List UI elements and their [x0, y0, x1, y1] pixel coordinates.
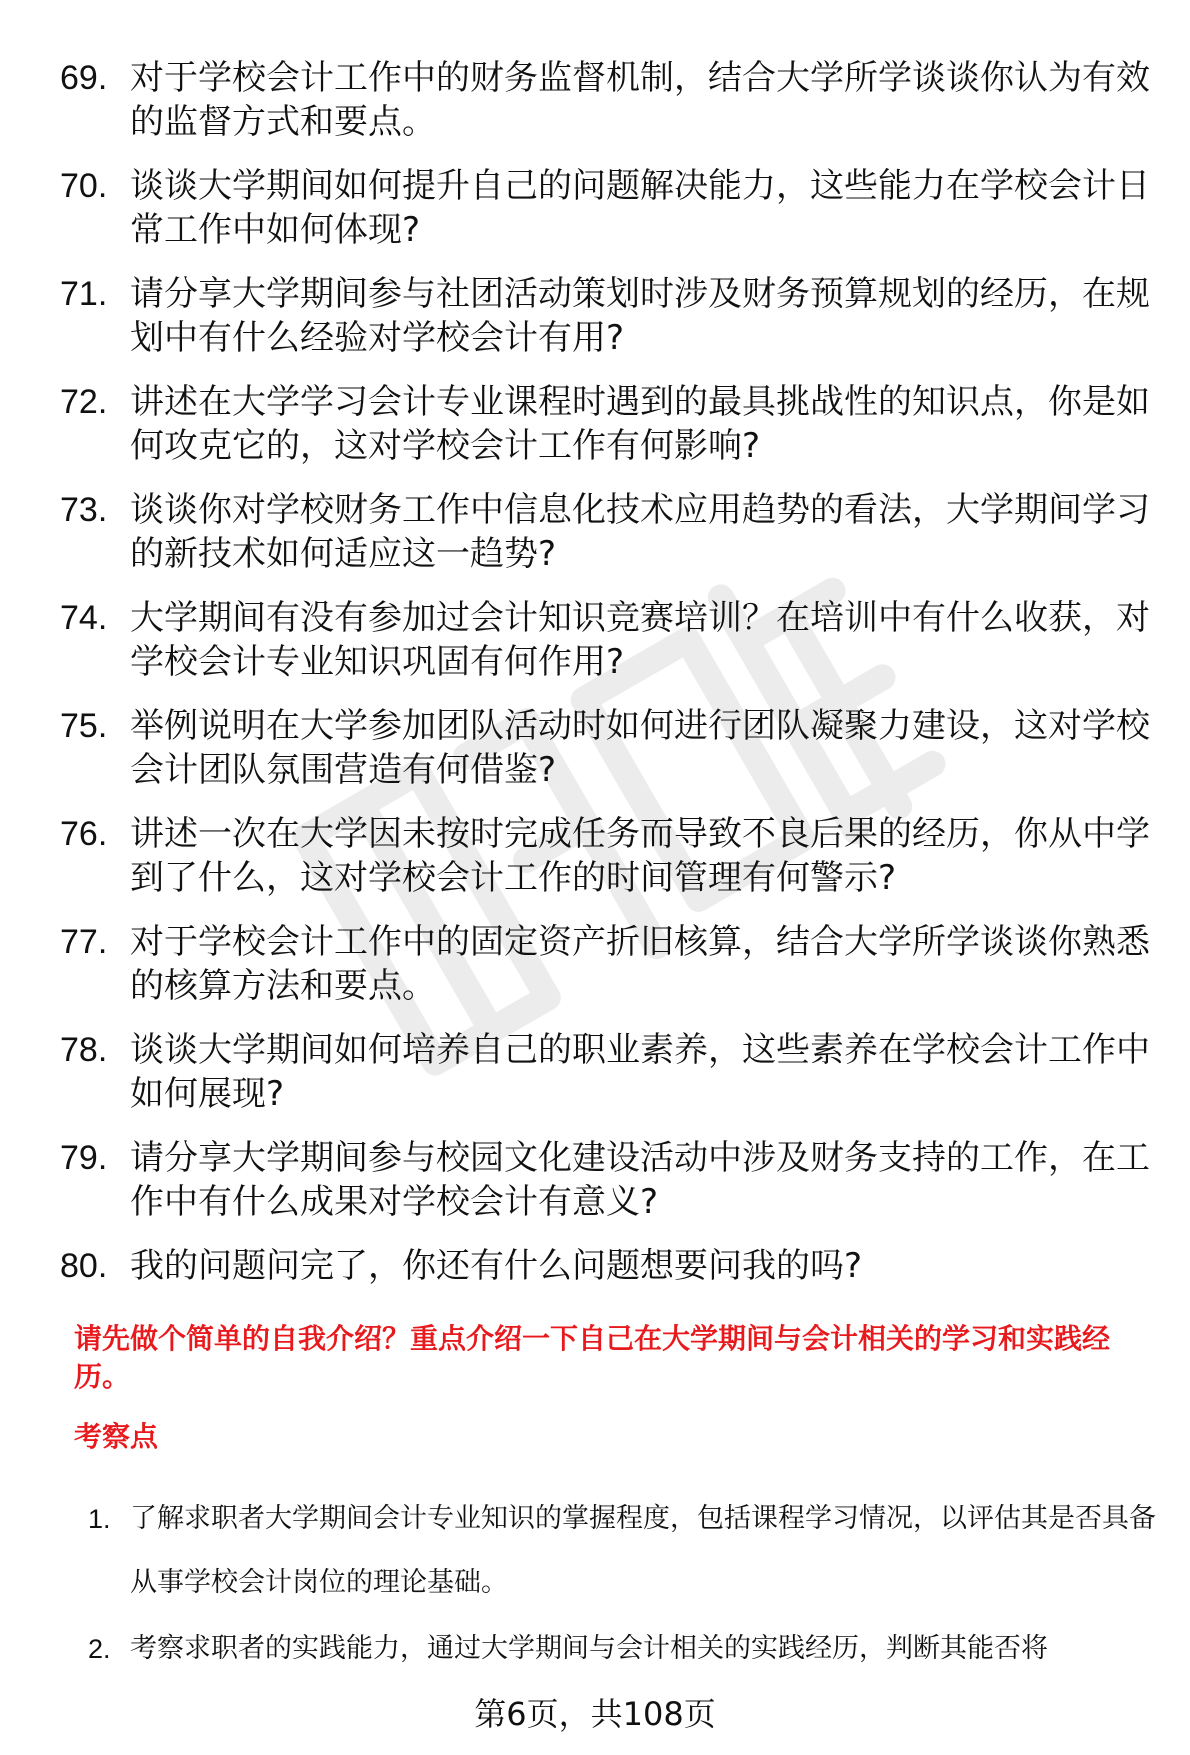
question-number: 80.	[60, 1247, 108, 1285]
question-item	[60, 56, 1150, 144]
assessment-point-text: 考察求职者的实践能力，通过大学期间与会计相关的实践经历，判断其能否将	[130, 1633, 1048, 1664]
question-text: 我的问题问完了，你还有什么问题想要问我的吗?	[130, 1246, 863, 1286]
question-number: 74.	[60, 599, 108, 637]
question-text: 对于学校会计工作中的财务监督机制，结合大学所学谈谈你认为有效的监督方式和要点。	[130, 58, 1150, 142]
question-number: 79.	[60, 1139, 108, 1177]
question-number: 69.	[60, 59, 108, 97]
question-text: 请分享大学期间参与社团活动策划时涉及财务预算规划的经历，在规划中有什么经验对学校会计有用?	[130, 274, 1150, 358]
question-item	[60, 596, 1150, 684]
question-text: 请分享大学期间参与校园文化建设活动中涉及财务支持的工作，在工作中有什么成果对学校会计有意义?	[130, 1138, 1150, 1222]
question-text: 对于学校会计工作中的固定资产折旧核算，结合大学所学谈谈你熟悉的核算方法和要点。	[130, 922, 1150, 1006]
question-number: 75.	[60, 707, 108, 745]
question-list	[60, 56, 1150, 1308]
question-item	[60, 272, 1150, 360]
question-text: 讲述在大学学习会计专业课程时遇到的最具挑战性的知识点，你是如何攻克它的，这对学校会计工作有何影响?	[130, 382, 1150, 466]
question-text: 举例说明在大学参加团队活动时如何进行团队凝聚力建设，这对学校会计团队氛围营造有何借鉴?	[130, 706, 1150, 790]
question-number: 78.	[60, 1031, 108, 1069]
question-text: 谈谈大学期间如何提升自己的问题解决能力，这些能力在学校会计日常工作中如何体现?	[130, 166, 1150, 250]
assessment-point	[88, 1617, 1158, 1681]
question-number: 76.	[60, 815, 108, 853]
question-number: 77.	[60, 923, 108, 961]
question-text: 讲述一次在大学因未按时完成任务而导致不良后果的经历，你从中学到了什么，这对学校会计工作的时间管理有何警示?	[130, 814, 1150, 898]
assessment-point-number: 2.	[88, 1634, 111, 1664]
question-text: 谈谈你对学校财务工作中信息化技术应用趋势的看法，大学期间学习的新技术如何适应这一趋势?	[130, 490, 1150, 574]
assessment-points-list	[88, 1487, 1158, 1683]
question-item	[60, 812, 1150, 900]
question-number: 72.	[60, 383, 108, 421]
question-number: 71.	[60, 275, 108, 313]
section-heading: 请先做个简单的自我介绍？重点介绍一下自己在大学期间与会计相关的学习和实践经历。	[74, 1322, 1111, 1393]
assessment-point-number: 1.	[88, 1504, 111, 1534]
question-text: 谈谈大学期间如何培养自己的职业素养，这些素养在学校会计工作中如何展现?	[130, 1030, 1150, 1114]
assessment-points-heading: 考察点	[74, 1420, 159, 1453]
question-item	[60, 1136, 1150, 1224]
question-item	[60, 488, 1150, 576]
question-item	[60, 164, 1150, 252]
question-number: 70.	[60, 167, 108, 205]
question-text: 大学期间有没有参加过会计知识竞赛培训？在培训中有什么收获，对学校会计专业知识巩固有何作用?	[130, 598, 1150, 682]
question-item	[60, 380, 1150, 468]
assessment-point	[88, 1487, 1158, 1615]
assessment-point-text: 了解求职者大学期间会计专业知识的掌握程度，包括课程学习情况，以评估其是否具备从事学校会计岗位的理论基础。	[130, 1503, 1156, 1598]
question-number: 73.	[60, 491, 108, 529]
question-item	[60, 704, 1150, 792]
question-item	[60, 920, 1150, 1008]
page-footer: 第6页，共108页	[474, 1695, 716, 1733]
question-item	[60, 1028, 1150, 1116]
question-item	[60, 1244, 1150, 1288]
